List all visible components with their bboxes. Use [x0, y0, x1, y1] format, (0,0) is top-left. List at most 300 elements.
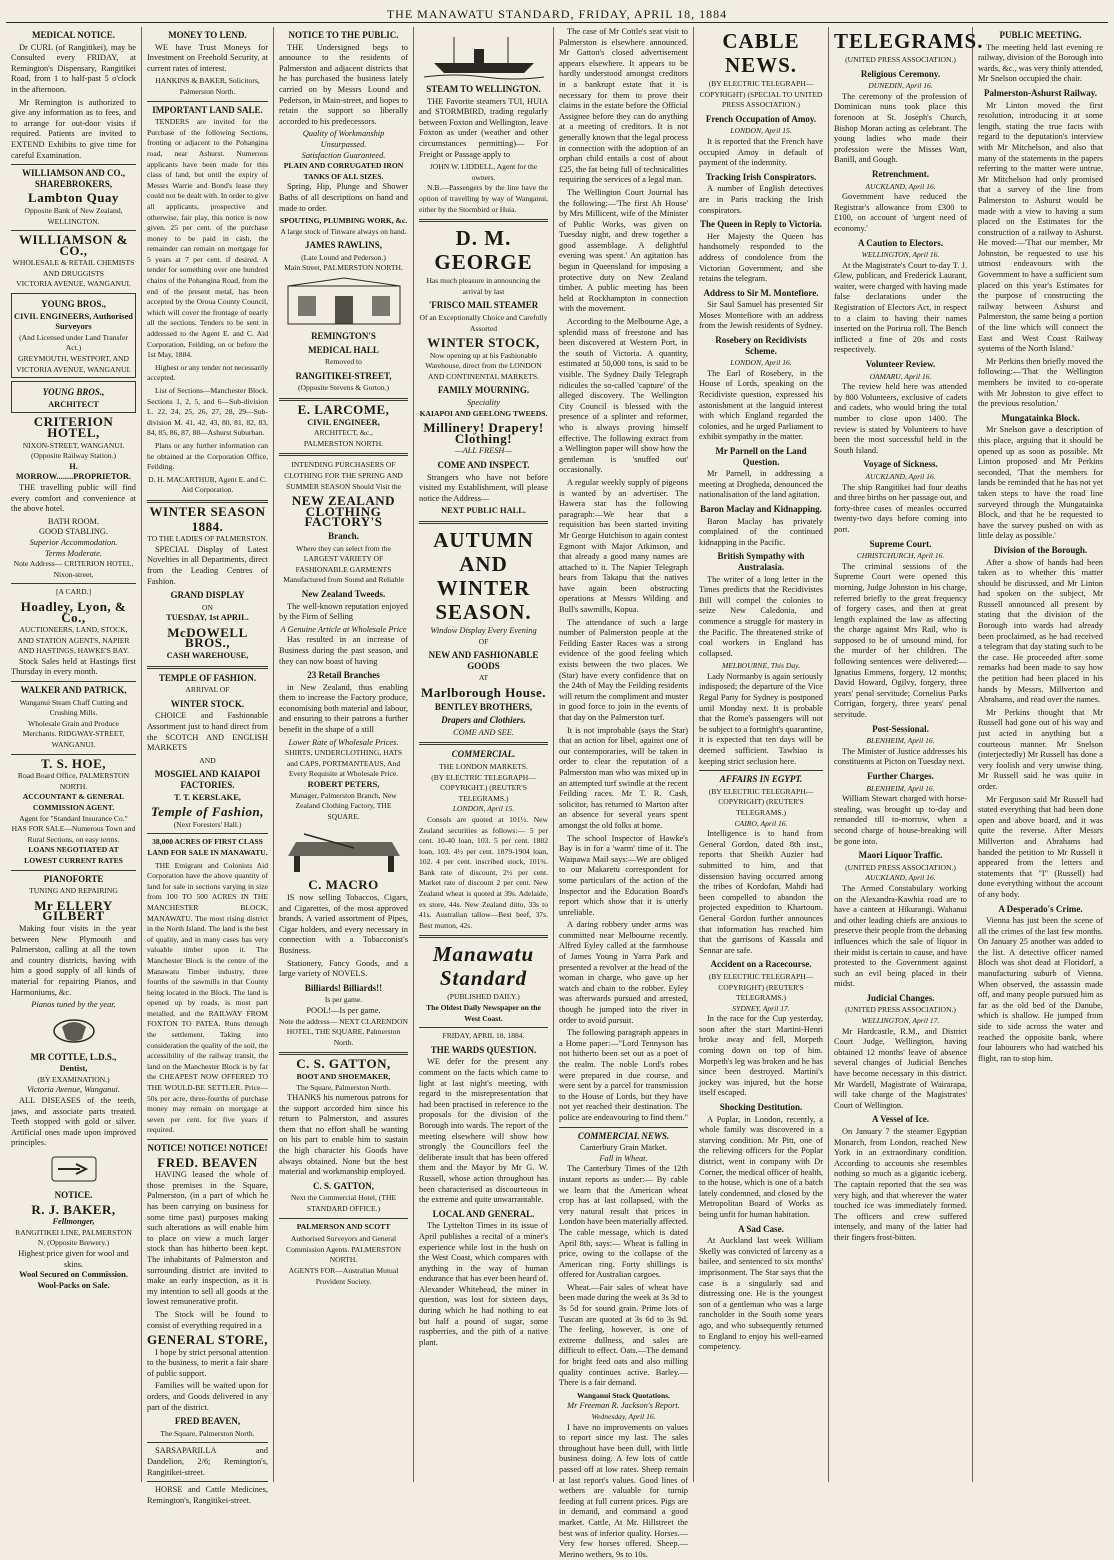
- temple-of-fashion: Temple of Fashion,: [151, 804, 264, 820]
- retrenchment-text: Government have reduced the Registrar's allowance from £300 to £100, on account of 'urgent need of economy.': [834, 192, 967, 233]
- affairs-sub: (BY ELECTRIC TELEGRAPH—COPYRIGHT) (REUTER'S TELEGRAMS.): [708, 786, 814, 817]
- wards-heading: THE WARDS QUESTION.: [430, 1044, 537, 1055]
- improbable-text: It is not improbable (says the Star) that an action for libel, against one of our contemporaries, will be taken in order to clear the reputation of a Palmerston man who was mixed up in an attempted turf swindle at the recent Feilding races. Mr T. R. Cash, solicitor, has returned to Marton after an absence for several years spent amongst the old folks at home.: [559, 725, 688, 830]
- column-8: [973, 27, 1108, 1482]
- volunteer-text: The review held here was attended by 800 Volunteers, exclusive of cadets and cadets, who would bring the total number to close upon 1400. The review is stated by Volunteers to have been the most successful held in the South Island.: [834, 382, 967, 455]
- public-meeting-text: The meeting held last evening re railway, division of the Borough into wards, &c., was very thinly attended, Mr Snelson occupied the chair.: [978, 42, 1103, 84]
- divider: [419, 521, 548, 524]
- melbourne-date: MELBOURNE, This Day.: [721, 661, 801, 671]
- williamson-heading: WILLIAMSON & CO.,: [19, 232, 128, 258]
- macro-text: IS now selling Tobaccos, Cigars, and Cigarettes, of the most approved brands. A varied assortment of Pipes, Cigar holders, and every necessary in connection with a Tobacconist's Business.: [279, 893, 408, 955]
- canterbury-text: The Canterbury Times of the 12th instant reports as under:— By cable we learn that the American wheat crop has at last collapsed, with the very natural result that prices in London have been materially affected. The cable message, which is dated April 8th, says:— Wheat is falling in price, owing to the collapse of the American ring. Forty shillings is offered for Australian cargoes.: [559, 1164, 688, 1280]
- divider: [147, 1481, 268, 1482]
- column-2: [142, 27, 274, 1505]
- baker-address: RANGITIKEI LINE, PALMERSTON N. (Opposite Brewery.): [15, 1227, 132, 1248]
- london-15: LONDON, April 15.: [730, 126, 792, 136]
- arrival-of: ARRIVAL OF: [185, 685, 230, 695]
- ashurst-text: Mr Linton moved the first resolution, introducing it at some length, stating the true facts with regard to the deputation's interview with Mr Mitchelson, and also that many of the statements in the papers referring to the matter were untrue. Mr Mitchelson had only promised that a survey of the line from Palmerston to Ashurst would be made with a view to having a sum placed on the Estimates for the construction of a railway to Ashurst. He moved:—'That our member, Mr Johnston, be requested to use his utmost endeavours with the Government to have a sufficient sum placed on this year's Estimates for the purpose of constructing the railway between Ashurst and Palmerston, the same being a portion of the line which will connect the East and West Coast Railway systems of the North Island.': [978, 100, 1103, 354]
- divider: [147, 101, 268, 102]
- plans-text: Plans or any further information can be obtained at the Corporation Office, Feilding.: [147, 440, 268, 472]
- voyage-text: The ship Rangitikei had four deaths and three births on her passage out, and forty-three cases of measles occurred twenty-two days before coming into port.: [834, 482, 967, 534]
- good-stabling: GOOD STABLING.: [38, 527, 109, 537]
- dunedin-date: DUNEDIN, April 16.: [868, 81, 933, 91]
- young-bros-heading: YOUNG BROS.,: [41, 299, 106, 310]
- queen-heading: The Queen in Reply to Victoria.: [700, 219, 822, 230]
- upa-label: (UNITED PRESS ASSOCIATION.): [845, 55, 956, 64]
- families-text: Families will be waited upon for orders, and Goods delivered in any part of the district.: [147, 1381, 268, 1412]
- hoe-heading: T. S. HOE,: [40, 755, 107, 771]
- nz-tweeds: New Zealand Tweeds.: [301, 588, 386, 599]
- spring-text: Spring, Hip, Plunge and Shower Baths of all descriptions on hand and made to order.: [279, 182, 408, 213]
- of-label: OF: [478, 636, 489, 646]
- resulted-text: Has resulted in an increase of Business during the past season, and they can now boast of having: [279, 635, 408, 666]
- quality-text: Quality of Workmanship Unsurpassed.: [302, 129, 385, 149]
- surveyors-text: Authorised Surveyors and General Commission Agents. PALMERSTON NORTH.: [286, 1234, 401, 1265]
- to-the-ladies: TO THE LADIES OF PALMERSTON.: [147, 534, 268, 544]
- london-16: LONDON, April 16.: [730, 358, 792, 368]
- mcdowell-heading: McDOWELL BROS.,: [167, 624, 248, 651]
- and-label: AND: [199, 755, 216, 765]
- maori-text: The Armed Constabulary working on the Alexandra-Kawhia road are to have a canteen at Hikurangi. Wahanui and other leading chiefs are anxious to preserve their people from the debasing influences which the sale of liquor in their midst is certain to cause, and have protested to the Government against such an evil being placed in their midst.: [834, 883, 967, 989]
- architect-label: ARCHITECT: [48, 399, 99, 409]
- jackson-report: Mr Freeman R. Jackson's Report.: [567, 1401, 680, 1411]
- british-text: The writer of a long letter in the Times predicts that the Recidivistes Bill will compel the colonies to seize New Caledonia, and commence a struggle for mastery in the Pacific. The threatened strike of coal workers in England has collapsed.: [699, 574, 823, 658]
- tuesday-date: TUESDAY, 1st APRIL.: [166, 613, 249, 623]
- supreme-text: The criminal sessions of the Supreme Court were opened this morning, Judge Johnston in his charge, referred briefly to the great frequency of forgery cases, and then at great length explained the law as affecting the charge against Mrs Rail, who is supposed to be of unsound mind, for the murder of her children. The following sentences were delivered:—Ignatius Emmens, forgery, 12 months; David Howard, Ogilvy, forgery, three years' penal servitude; Cornelius Parks Corrigan, forgery, three years' penal servitude.: [834, 561, 967, 720]
- supreme-court-heading: Supreme Court.: [869, 538, 932, 549]
- wholesale-text: WHOLESALE & RETAIL CHEMISTS AND DRUGGISTS: [12, 258, 135, 278]
- civil-engineer: CIVIL ENGINEER,: [307, 417, 380, 427]
- montefiore-heading: Address to Sir M. Montefiore.: [703, 287, 819, 298]
- stock-found-text: The Stock will be found to consist of everything required in a: [147, 1309, 268, 1330]
- auckland-16-date: AUCKLAND, April 16.: [865, 471, 936, 481]
- per-game: Is per game.: [324, 995, 363, 1005]
- note-address-clarendon: Note the address— NEXT CLARENDON HOTEL, THE SQUARE, Palmerston North.: [279, 1016, 408, 1047]
- where-text: Where they can select from the LARGEST VARIETY OF FASHIONABLE GARMENTS Manufactured from Sound and Reliable: [283, 543, 404, 585]
- fellmonger-label: Fellmonger,: [52, 1217, 95, 1227]
- accident-sub: (BY ELECTRIC TELEGRAPH—COPYRIGHT) (REUTER'S TELEGRAMS.): [708, 971, 814, 1003]
- speciality: Speciality: [466, 398, 501, 408]
- masthead: THE MANAWATU STANDARD, FRIDAY, APRIL 18, 1884: [6, 6, 1108, 23]
- bath-room: BATH ROOM.: [47, 516, 100, 526]
- oamaru-date: OAMARU, April 16.: [869, 371, 932, 381]
- plain-tanks: PLAIN AND CORRUGATED IRON TANKS OF ALL SIZES.: [283, 161, 404, 181]
- wellington-text: The Wellington Court Journal has the following:—'The first Ah House' by Mrs Millicent, wife of the Minister of Public Works, was given on Tuesday night, and drew together a good assemblage. A delightful evening was spent.' An agitation has begun in Queensland for imposing a protective duty on New Zealand timber. A public meeting has been held at Rockhampton in connection with the movement.: [559, 187, 688, 314]
- division-text: After a show of hands had been taken as to whether this matter should be discussed, and Mr Linton had spoken on the subject, Mr Russell announced all present by stating that the division of the Borough into wards had already been proclaimed, as he had received a telegram that day stating such to be the case. He proceeded after some remarks had been made to say how the petition had been placed in his hands by Messrs. Millverton and Abrahams, and read over the names.: [978, 557, 1103, 705]
- caution-text: At the Magistrate's Court to-day T. J. Glew, publican, and Frederick Laurant, waiter, were charged with having made false declarations under the Registration of Electors Act, in respect to a claim to having their names inserted on the Porirua roll. The Bench inflicted a fine of 20s and costs respectively.: [834, 260, 967, 355]
- school-text: The school Inspector of Hawke's Bay is in for a 'warm' time of it. The Waipawa Mail says:—We are obliged to our Makaretu correspondent for some particulars of the action of the Inspector and the Education Board's report which show that it is utterly unreliable.: [559, 833, 688, 917]
- branch-label: Branch.: [328, 530, 359, 541]
- choice-text: CHOICE and Fashionable Assortment just to hand direct from the SCOTCH AND ENGLISH MARKETS: [147, 711, 268, 753]
- canterbury-heading: Canterbury Grain Market.: [579, 1143, 668, 1153]
- come-see: COME AND SEE.: [452, 727, 515, 737]
- blenheim-2-date: BLENHEIM, April 16.: [866, 783, 935, 793]
- tracking-heading: Tracking Irish Conspirators.: [705, 171, 817, 182]
- sad-case-heading: A Sad Case.: [738, 1223, 784, 1234]
- melbourne-news-text: Lady Normanby is again seriously indisposed; the departure of the Vice Regal Party for Sydney is postponed until Monday next. It is probable that the Rome's passengers will not be subject to a fortnight's quarantine, it is expected that ten days will be deemed sufficient. Tawhiao is keeping strict seclusion here.: [699, 671, 823, 766]
- remington-notice-text: Mr Remington is authorized to give any information as to fees, and to arrange for out-door visits if required. Patients are invited to EXTEND Exhibits to give time for careful Examination.: [11, 97, 136, 160]
- cottle-address: Victoria Avenue, Wanganui.: [27, 1085, 120, 1095]
- markets-text: Consols are quoted at 101½. New Zealand securities as follows:— 5 per cent. 10-40 loan, 103. 5 per cent. 1882 loan, 103. 4½ per cent. 1879-1904 loan, 102. 4 per cent. inscribed stock, 101¾. Bank rate of discount, 2½ per cent. Market rate of discount 2 per cent. New Zealand wheat is quoted at 39s. Adelaide, ex store, 44s. New Zealand ditto, 33s to 41s. Australian tallow—Best beef, 37s. Best mutton, 42s.: [419, 814, 548, 930]
- local-text: The Lyttelton Times in its issue of April publishes a recital of a miner's experience while lost in the bush on the West Coast, which compares with anything in the way of human endurance that has ever been heard of. Alexander Whitehead, the miner in question, was lost for sixteen days, during which he had nothing to eat but half a pound of sugar, some raspberries, and the pith of a native plant.: [419, 1221, 548, 1347]
- hawera-text: A regular weekly supply of pigeons is wanted by an advertiser. The Hawera star has the following paragraph:—We hear that a requisition has been started inviting Mr George Hutchison to again contest Egmont with Major Atkinson, and that already a good many names are attached to it. The Napier Telegraph hears from Takapu that the natives have again been obstructing operations at Messrs Wilding and Bull's sawmills, Kopua.: [559, 477, 688, 615]
- cable-by-telegraph: (BY ELECTRIC TELEGRAPH—COPYRIGHT) (SPECIAL TO UNITED PRESS ASSOCIATION.): [699, 79, 823, 110]
- money-to-lend-heading: MONEY TO LEND.: [168, 30, 247, 40]
- hope-text: I hope by strict personal attention to the business, to merit a fair share of public support.: [147, 1347, 268, 1378]
- important-land-sale-heading: IMPORTANT LAND SALE.: [152, 104, 263, 115]
- macarthur-signature: D. H. MACARTHUR, Agent E. and C. Aid Corporation.: [148, 474, 267, 495]
- cottle-heading: MR COTTLE, L.D.S.,: [30, 1051, 117, 1062]
- winter-stock-heading: WINTER STOCK,: [427, 335, 540, 351]
- public-meeting-heading: PUBLIC MEETING.: [999, 30, 1082, 40]
- post-sessional-heading: Post-Sessional.: [872, 723, 929, 734]
- kaiapoi-tweeds: KAIAPOI AND GEELONG TWEEDS.: [419, 408, 548, 418]
- gatton-heading: C. S. GATTON,: [296, 1056, 391, 1072]
- hoadley-heading: Hoadley, Lyon, & Co.,: [20, 598, 127, 625]
- blenheim-date: BLENHEIM, April 16.: [866, 736, 935, 746]
- shirts-text: SHIRTS, UNDERCLOTHING, HATS and CAPS, PORTMANTEAUS, And Every Requisite at Wholesale Price.: [284, 748, 403, 779]
- winter-stock: WINTER STOCK.: [170, 698, 245, 709]
- pointing-hand-icon: [46, 1151, 102, 1187]
- grand-display: GRAND DISPLAY: [170, 590, 245, 601]
- tinware-text: A large stock of Tinware always on hand.: [280, 226, 407, 236]
- highest-tender-text: Highest or any tender not necessarily accepted.: [147, 362, 268, 383]
- millinery-drapery: Millinery! Drapery! Clothing!: [423, 420, 544, 446]
- affairs-text: Intelligence is to hand from General Gordon, dated 8th inst., reports that Sheikh Auzier had submitted to him, and that dissension having occurred among the tribes of Kordofan, Mahdi had been compelled to abandon the projected expedition to Khartoum. General Gordon further announces that information has reached him that the garrisons of Kassala and Sennar are safe.: [699, 829, 823, 955]
- wheat-text: Wheat.—Fair sales of wheat have been made during the week at 3s 3d to 3s 5d for sound grain. Prime lots of Tuscan are quoted at 3s 6d to 3s 9d. The feeling, however, is one of extreme dullness, and sales are difficult to effect. Oats.—The demand for bright feed oats and also milling quality continues active. Barley.—There is a fair demand.: [559, 1282, 688, 1388]
- by-telegraph: (BY ELECTRIC TELEGRAPH—COPYRIGHT.) (REUTER'S TELEGRAMS.): [431, 772, 536, 803]
- shocking-heading: Shocking Destitution.: [719, 1102, 803, 1113]
- divider: [279, 398, 408, 401]
- season-year: 1884.: [191, 518, 224, 534]
- british-heading: British Sympathy with Australasia.: [717, 551, 805, 572]
- further-charges-heading: Further Charges.: [867, 771, 934, 781]
- young-bros-heading-2: YOUNG BROS.,: [42, 387, 105, 398]
- french-text: It is reported that the French have occupied Amoy in default of payment of the indemnity.: [699, 136, 823, 168]
- steam-heading: STEAM TO WELLINGTON.: [426, 84, 541, 94]
- spouting-text: SPOUTING, PLUMBING WORK, &c.: [279, 216, 408, 226]
- autumn-winter-heading: AUTUMN AND WINTER SEASON.: [433, 528, 534, 624]
- hankins-baker: HANKINS & BAKER, Solicitors, Palmerston North.: [155, 76, 260, 96]
- gatton-next: Next the Commercial Hotel, (THE STANDARD OFFICE.): [290, 1193, 397, 1214]
- beaven-signature: FRED BEAVEN,: [174, 1416, 241, 1427]
- acres-text: THE Emigrant and Colonists Aid Corporation have the above quantity of land for sale in sections varying in size from 100 TO 500 ACRES IN THE MANCHESTER BLOCK, MANAWATU. The most rising district in the North Island. The land is the best of quality, and in many cases has very valuable timber upon it. The Manchester Block is the centre of the Manawatu Timber industry, three fourths of the sawmills in that County being located in the Block. The land is opened up by roads, is most part metalled, and the RAILWAY FROM FOXTON TO PATEA. Runs through the settlement. Taking into consideration the quality of the soil, the accessibility of the railway transit, the land on the Manchester Block is by far the CHEAPEST NOW OFFERED TO THE WOULD-BE SETTLER. Price—50s per acre, three-fourths of purchase money may remain on mortgage at seven per cent. for five years if required.: [147, 860, 268, 1135]
- tracking-text: A number of English detectives are in Paris tracking the Irish conspirators.: [699, 184, 823, 215]
- divider: [11, 164, 136, 165]
- at-label: AT: [478, 673, 489, 683]
- london-date: LONDON, April 15.: [452, 804, 515, 814]
- family-mourning: FAMILY MOURNING.: [437, 385, 530, 396]
- divider: [11, 230, 136, 231]
- nb-text: N.B.—Passengers by the line have the option of travelling by way of Wanganui, either by the Stormbird or Huia.: [419, 183, 548, 214]
- williamson-card-heading: WILLIAMSON AND CO., SHAREBROKERS,: [21, 168, 125, 189]
- walker-text: Wanganui Steam Chaff Cutting and Crushing Mills.: [19, 697, 128, 718]
- opposite-stevens: (Opposite Stevens & Gorton.): [297, 383, 390, 393]
- exceptionally-text: Of an Exceptionally Choice and Carefully Assorted: [419, 312, 548, 333]
- top-news-text: The case of Mr Cottle's seat visit to Palmerston is elsewhere announced. Mr Gatton's closed advertisement appears elsewhere. It appears to be hardly understood amongst creditors in a bankrupt estate that it is necessary for them to prove their claims in the estate before the Official Assignee before they can do anything at a meeting of creditors. It is not generally known that the legal process in connection with the adoption of an orphan child entails a cost of about £25, the fat being full of technicalities requiring the services of a legal man.: [559, 27, 688, 185]
- paragraph-text: The following paragraph appears in a Home paper:—"Lord Tennyson has not hitherto been set out as a poet of the realm. The noble Lord's robes were prepared in due course, and were sent by a parcel for transmission to the House of Lords, but they have not yet reached their destination. The police are endeavouring to find them.": [559, 1028, 688, 1122]
- general-store: GENERAL STORE,: [147, 1332, 268, 1348]
- maori-sub: (UNITED PRESS ASSOCIATION.): [845, 862, 956, 872]
- sarsaparilla-text: SARSAPARILLA and Dandelion, 2/6; Remington's, Rangitikei-street.: [147, 1446, 268, 1477]
- desperado-text: Vienna has just been the scene of all the crimes of the last few months. On January 25 another was added to the list. A detective officer named Bloch was shot dead at Floridorf, a manufacturing suburb of Vienna. When observed, the assassin made off, and many people pursued him as far as the old bed of the Danube, which is shallow. He jumped from side to side across the water and reached the opposite bank, where four labourers who had watched his flight, ran to stop him.: [978, 916, 1103, 1063]
- young-bros-box: [11, 293, 136, 378]
- larcome-heading: E. LARCOME,: [297, 402, 390, 418]
- desperado-heading: A Desperado's Crime.: [998, 903, 1083, 914]
- horse-text: HORSE and Cattle Medicines, Remington's, Rangitikei-street.: [147, 1485, 268, 1505]
- divider: [419, 935, 548, 938]
- auctioneers-text: AUCTIONEERS, LAND, STOCK, AND STATION AGENTS, NAPIER AND HASTINGS, HAWKE'S BAY.: [17, 625, 130, 656]
- walker-text-2: Wholesale Grain and Produce Merchants. RIDGWAY-STREET, WANGANUI.: [22, 718, 125, 750]
- telegrams-heading: TELEGRAMS.: [834, 29, 984, 53]
- sydney-date: SYDNEY, April 17.: [732, 1003, 790, 1013]
- columns: [6, 27, 1108, 1559]
- frisco-mail: 'FRISCO MAIL STEAMER: [428, 300, 539, 311]
- criterion-text: THE travelling public will find every comfort and convenience at the above hotel.: [11, 482, 136, 514]
- marlborough-house: Marlborough House.: [420, 684, 547, 700]
- hoadley-card: [A CARD.]: [55, 587, 92, 597]
- accident-heading: Accident on a Racecourse.: [710, 959, 812, 970]
- divider: [699, 770, 823, 771]
- melbourne-text: According to the Melbourne Age, a splendid mass of freestone and has been discovered at Western Port, in the south of Victoria. A quantity, estimated at 50,000 tons, is said to be visible. The Sydney Daily Telegraph ridicules the so-called 'capture' of the alleged discovery. The Wellington City Council is blessed with the presence of a splinter and reformer, who is always proving himself effective. The following extract from a Wellington paper will show how the gentleman is 'snuffed out' occasionally.: [559, 317, 688, 475]
- wool-stored: Wool Secured on Commission.: [19, 1270, 128, 1280]
- vessel-text: On January 7 the steamer Egyptian Monarch, from London, reached New York in an extraordinary condition. According to accounts she resembles nothing so much as a gigantic iceberg. The captain reported that the sea was very high, and that wherever the water touched ice was immediately formed. The officers and crew suffered intensely, and many of the latter had their fingers frost-bitten.: [834, 1127, 967, 1242]
- bentley-brothers: BENTLEY BROTHERS,: [434, 701, 533, 712]
- satisfaction-text: Satisfaction Guaranteed.: [301, 150, 386, 160]
- cairo-date: CAIRO, April 16.: [734, 818, 788, 828]
- rawlins-heading: JAMES RAWLINS,: [304, 240, 382, 251]
- land-transfer: (And Licensed under Land Transfer Act.): [19, 332, 128, 353]
- shocking-text: A Poplar, in London, recently, a whole family was discovered in a starving condition. Mr Pitt, one of the relieving officers for the Poplar district, went in company with Dr Corner, the medical officer of health, to the house, which is one of a batch lately condemned, and closed by the Metropolitan Board of Works as being unfit for human habitation.: [699, 1114, 823, 1219]
- parnell-heading: Mr Parnell on the Land Question.: [715, 446, 807, 467]
- remington-heading: REMINGTON'S: [311, 331, 376, 342]
- lower-rate: Lower Rate of Wholesale Prices.: [288, 737, 399, 747]
- french-heading: French Occupation of Amoy.: [705, 113, 817, 124]
- architect: ARCHITECT, &c.,: [314, 428, 373, 438]
- wards-text: WE defer for the present any comment on the facts which came to light at last night's meeting, with regard to the misrepresentation that had been practised in reference to the proposals for the division of the Borough into wards. The report of the meeting elsewhere will show how strongly the Councillors feel the deliberate insult that has been offered them and the Mayor by Mr G. W. Russell, whose action throughout has been characterised as discourteous in the extreme and quite unwarrantable.: [419, 1057, 548, 1205]
- affairs-egypt-heading: AFFAIRS IN EGYPT.: [719, 774, 803, 785]
- walker-patrick-heading: WALKER AND PATRICK,: [20, 685, 127, 696]
- divider: [419, 1027, 548, 1028]
- intending-text: INTENDING PURCHASERS OF CLOTHING FOR THE SPRING AND SUMMER SEASON Should Visit the: [284, 460, 403, 491]
- winter-season-heading: WINTER SEASON: [149, 503, 266, 519]
- jackson-date: Wednesday, April 16.: [591, 1412, 656, 1421]
- ellery-heading: Mr ELLERY GILBERT: [34, 897, 113, 924]
- accident-text: In the race for the Cup yesterday, soon after the start Martini-Henri broke away and fell, Morpeth coming down on top of him. Morpeth's leg was broken and he has since been destroyed. Martini's jockey was injured, but the horse itself escaped.: [699, 1014, 823, 1098]
- divider: [559, 1127, 688, 1128]
- divider: [279, 1052, 408, 1055]
- agent-standard: Agent for "Standard Insurance Co.": [19, 813, 128, 823]
- terms-moderate: Terms Moderate.: [45, 548, 102, 558]
- morrow-proprietor: H. MORROW........PROPRIETOR.: [15, 461, 132, 482]
- voyage-heading: Voyage of Sickness.: [863, 459, 938, 470]
- divider: [147, 1139, 268, 1140]
- peters-text: Manager, Palmerston Branch, New Zealand Clothing Factory, THE SQUARE.: [290, 790, 397, 821]
- loans-text: LOANS NEGOTIATED AT LOWEST CURRENT RATES: [24, 845, 123, 865]
- cable-news-heading: CABLE NEWS.: [722, 29, 800, 77]
- cottle-text: ALL DISEASES of the teeth, jaws, and associate parts treated. Teeth stopped with gold or silver. Artificial ones made upon improved principles.: [11, 1096, 136, 1148]
- criterion-hotel-heading: CRITERION HOTEL,: [33, 414, 114, 440]
- stationery-text: Stationery, Fancy Goods, and a large variety of NOVELS.: [279, 958, 408, 979]
- numerous-town-text: HAS FOR SALE—Numerous Town and Rural Sections, on easy terms.: [11, 824, 136, 844]
- dentist-label: Dentist,: [59, 1064, 88, 1074]
- divider: [147, 1442, 268, 1443]
- christchurch-date: CHRISTCHURCH, April 16.: [856, 551, 945, 561]
- wool-packs: Wool-Packs on Sale.: [37, 1280, 110, 1290]
- column-4: [414, 27, 554, 1482]
- local-general-heading: LOCAL AND GENERAL.: [432, 1208, 535, 1219]
- peters-heading: ROBERT PETERS,: [307, 780, 380, 790]
- manawatu-standard-title: Manawatu Standard: [432, 942, 535, 991]
- divider: [147, 666, 268, 669]
- billiard-table-illustration-icon: [284, 824, 404, 876]
- column-5: [554, 27, 694, 1559]
- cash-warehouse: CASH WAREHOUSE,: [166, 651, 249, 661]
- new-fashionable-goods: NEW AND FASHIONABLE GOODS: [428, 650, 539, 671]
- billiards-heading: Billiards! Billiards!!: [304, 982, 383, 993]
- attendance-text: The attendance of such a large number of Palmerston people at the Feilding Easter Races was a strong evidence of the good feeling which exists between the two places. We (Star) have every confidence that on the 24th of May the Feilding residents will return the compliment and muster in good force to join in the events of that day on the Palmerston turf.: [559, 617, 688, 722]
- hoe-text: Road Board Office, PALMERSTON NORTH.: [17, 771, 130, 791]
- rosebery-text: The Earl of Rosebery, in the House of Lords, speaking on the Recidiviste question, expressed his astonishment at the languid interest with which England regarded the colonies, and he urged Parliament to exhibit sympathy in the matter.: [699, 368, 823, 442]
- ferguson-text: Mr Ferguson said Mr Russell had stated everything that had been done open and above board, and it was quite the reverse. After Messrs Millverton and Abrahams had handed the petition to Mr Russell it appeared from the letters and statements that "I" (Russell) had done everything without the account of any body.: [978, 794, 1103, 899]
- ashurst-heading: Palmerston-Ashurst Railway.: [984, 87, 1097, 98]
- perkins-text: Mr Perkins then briefly moved the following:—'That the Wellington members be invited to co-operate with Mr Johnston to give effect to the previous resolution.': [978, 356, 1103, 409]
- darling-text: A daring robbery under arms was committed near Melbourne recently. Alfred Eyley called at the farmhouse of James Young in Yarra Park and presented a revolver at the head of the woman in charge, who gave up her watch and chain to the robber. Eyley was afterwards pursued and arrested, though he jumped into the river in order to avoid pursuit.: [559, 920, 688, 1025]
- beaven-text: HAVING leased the whole of those premises in the Square, Palmerston, (in a part of which he has been carrying on business for some time past) purposes making such alterations as will enable him to place on view a much larger stock than has hitherto been kept. The inhabitants of Palmerston and surrounding district are invited to make an early inspection, as it is my intention to sell all goods at the lowest remunerative profit.: [147, 1170, 268, 1307]
- divider: [419, 742, 548, 745]
- issue-date: FRIDAY, APRIL 18, 1884.: [442, 1031, 525, 1041]
- kerslake: T. T. KERSLAKE,: [174, 792, 241, 802]
- reputation-text: The well-known reputation enjoyed by the Firm of Selling: [279, 601, 408, 622]
- accountant-text: ACCOUNTANT & GENERAL COMMISSION AGENT.: [22, 792, 125, 812]
- baker-text: Highest price given for wool and skins.: [18, 1249, 129, 1269]
- divider: [11, 754, 136, 755]
- all-fresh: —ALL FRESH—: [455, 446, 512, 456]
- notice-notice-heading: NOTICE! NOTICE! NOTICE!: [147, 1143, 268, 1153]
- divider: [11, 681, 136, 682]
- tooth-illustration-icon: [46, 1013, 102, 1049]
- beaven-address: The Square, Palmerston North.: [160, 1428, 255, 1438]
- rangitikei-street: RANGITIKEI-STREET,: [295, 370, 392, 381]
- on-label: ON: [202, 602, 213, 612]
- judicial-text: Mr Hardcastle, R.M., and District Court Judge, Wellington, having obtained 12 months' leave of absence several changes of Judicial Benches have become necessary in this district. Mr Wardell, Magistrate of Wairarapa, will take charge of the Magistrates' Court of Wellington.: [834, 1026, 967, 1110]
- further-text: William Stewart charged with horse-stealing, was brought up to-day and remanded till to-morrow, when a second charge of house-breaking will be gone into.: [834, 794, 967, 846]
- victoria-avenue: VICTORIA AVENUE, WANGANUI.: [16, 279, 131, 289]
- notice-public-heading: NOTICE TO THE PUBLIC.: [288, 30, 399, 40]
- maori-liquor-heading: Maori Liquor Traffic.: [858, 850, 943, 861]
- boot-shoemaker: BOOT AND SHOEMAKER,: [296, 1071, 391, 1081]
- judicial-sub: (UNITED PRESS ASSOCIATION.): [845, 1005, 956, 1015]
- beaven-heading: FRED. BEAVEN: [157, 1154, 258, 1170]
- wellington-17-date: WELLINGTON, April 17.: [861, 1016, 940, 1026]
- temple-heading: TEMPLE OF FASHION.: [158, 672, 257, 683]
- divider: [147, 833, 268, 834]
- macro-heading: C. MACRO: [308, 877, 379, 893]
- parnell-text: Mr Parnell, in addressing a meeting at Drogheda, denounced the nationalisation of the land agitation.: [699, 469, 823, 500]
- liddell-agent: JOHN W. LIDDELL, Agent for the owners.: [429, 162, 538, 182]
- rawlins-sub: (Late Lound and Pederson.): [301, 252, 386, 262]
- tuning-text: TUNING AND REPAIRING: [29, 886, 118, 896]
- tenders-text: TENDERS are invited for the Purchase of the following Sections, fronting or adjacent to the Pohangina road, near Ashurst. Numerous applicants have been made for this class of land, but until the expiry of Messrs Warrie and Bond's lease they could not be dealt with. In order to give all applicants, prospective and otherwise, fair play, this notice is now given. 25 per cent. of the purchase money to be paid in cash, the remainder can remain on mortgage for 5 years at 7 per cent. if desired. A tender for something over one hundred chains of the Pohangina Road, from the end of the present metal, has been accepted by the Oroua County Council, which will cover the frontage of nearly all the sections. Tenders to be sent in addressed to the Agent E. and C. Aid Corporation, Feilding, on or before the 1st May, 1884.: [147, 117, 268, 360]
- published-daily: (PUBLISHED DAILY.): [447, 992, 520, 1002]
- ellery-text: Making four visits in the year between New Plymouth and Palmerston, calling at all the town and country districts, having with him a good supply of all kinds of material for repairing Pianos, and Harmoniums, &c.: [11, 923, 136, 997]
- divider: [11, 583, 136, 584]
- now-opening: Now opening up at his Fashionable Warehouse, direct from the LONDON AND CONTINENTAL MARKETS.: [425, 350, 542, 381]
- commercial-heading: COMMERCIAL.: [451, 749, 516, 760]
- mungatainka-heading: Mungatainka Block.: [1001, 412, 1080, 423]
- pianoforte-heading: PIANOFORTE: [43, 873, 104, 884]
- baron-text: Baron Maclay has privately complained of the continued kidnapping in the Pacific.: [699, 516, 823, 547]
- young-address: GREYMOUTH, WESTPORT, AND VICTORIA AVENUE, WANGANUI.: [16, 354, 131, 374]
- palmerston-north: PALMERSTON NORTH.: [303, 438, 384, 448]
- divider: [279, 453, 408, 456]
- lambton-quay: Lambton Quay: [28, 190, 119, 206]
- rosebery-heading: Rosebery on Recidivists Scheme.: [715, 335, 807, 356]
- palmerson-scott-heading: PALMERSON AND SCOTT: [296, 1221, 391, 1231]
- auckland-17-date: AUCKLAND, April 16.: [865, 873, 936, 883]
- agents-for: AGENTS FOR—Australian Mutual Provident Society.: [288, 1266, 399, 1286]
- retail-text: in New Zealand, thus enabling them to increase the Factory produce, economising both material and labour, and ensuring to their patrons a further benefit in the shape of a still: [279, 682, 408, 735]
- note-address: Note Address— CRITERION HOTEL, Nixon-street,: [13, 559, 134, 579]
- gatton-signature: C. S. GATTON,: [313, 1180, 374, 1191]
- pool-text: POOL!—Is per game.: [306, 1005, 381, 1015]
- religious-text: The ceremony of the profession of Dominican nuns took place this forenoon at St. Joseph's Church, Bishop Moran acting as celebrant. The young ladies who made their profession were the Misses Watt, Banill, and Gough.: [834, 91, 967, 165]
- medical-notice-heading: MEDICAL NOTICE.: [31, 30, 115, 40]
- judicial-heading: Judicial Changes.: [866, 992, 935, 1003]
- divider: [279, 1218, 408, 1219]
- jackson-text: I have no improvements on values to report since my last. The sales throughout have been dull, with little business doing. A few lots of cattle passed off at low rates. Sheep remain at last report's values. Good lines of wethers are valuable for turnip feeding at full current prices. Pigs are in demand, and command a good market. Cattle, At Mr. Hillstreet the best was of inferior quality. Horses.—Very few horses offered. Sheep.—Merino wethers, 9s to 10s.: [559, 1422, 688, 1559]
- special-display-text: SPECIAL Display of Latest Novelties in all Departments, direct from the Leading Centres of Fashion.: [147, 544, 268, 586]
- pianos-tuned: Pianos tuned by the year.: [31, 1000, 116, 1010]
- opposite-bank: Opposite Bank of New Zealand, WELLINGTON.: [24, 205, 123, 226]
- civil-engineers: CIVIL ENGINEERS, Authorised Surveyors: [14, 311, 133, 332]
- volunteer-heading: Volunteer Review.: [865, 359, 936, 370]
- mungatainka-text: Mr Snelson gave a description of this place, arguing that it should be opened up as soon as possible. Mr Linton proposed and Mr Perkins seconded, 'That the members for lands be reminded that he has not yet taken steps to have the road line surveyed through the Mungatainka Block, and that he be requested to have the survey pushed on with as little delay as possible.': [978, 425, 1103, 541]
- acres-heading: 38,000 ACRES OF FIRST CLASS LAND FOR SALE IN MANAWATU.: [147, 837, 268, 857]
- shop-front-illustration-icon: [284, 276, 404, 328]
- george-heading: D. M. GEORGE: [434, 226, 533, 275]
- perkins-text-2: Mr Perkins thought that Mr Russell had gone out of his way and just acted in anything but a courteous manner. Mr Snelson (interjectedly) Mr Russell has done a very foolish and very unwise thing. Mr Russell said he was quite in order.: [978, 707, 1103, 791]
- vessel-heading: A Vessel of Ice.: [872, 1114, 929, 1125]
- religious-heading: Religious Ceremony.: [860, 68, 941, 79]
- baker-heading: R. J. BAKER,: [31, 1201, 116, 1217]
- notice-heading: NOTICE.: [54, 1190, 93, 1201]
- steamship-illustration-icon: [424, 29, 544, 81]
- retrenchment-heading: Retrenchment.: [871, 168, 930, 179]
- baron-heading: Baron Maclay and Kidnapping.: [700, 503, 822, 514]
- drapers-clothiers: Drapers and Clothiers.: [441, 715, 526, 726]
- divider: [147, 500, 268, 503]
- medical-hall: MEDICAL HALL: [308, 344, 379, 355]
- auckland-date: AUCKLAND, April 16.: [865, 181, 936, 191]
- wanganui-stock-heading: Wanganui Stock Quotations.: [576, 1390, 671, 1400]
- list-sections-text: List of Sections—Manchester Block. Sections 1, 2, 5, and 6—Sub-division L. 22, 24, 25, 26, 27, 28, 29—Sub-division M. 41, 42, 43, 80, 81, 82, 83, 84, 85, 86, 87, 88—Ashurst Suburban.: [147, 386, 268, 438]
- stock-sales-text: Stock Sales held at Hastings first Thursday in every month.: [11, 656, 136, 677]
- montefiore-text: Sir Saul Samuel has presented Sir Moses Montefiore with an address from the Jewish residents of Sydney.: [699, 300, 823, 331]
- next-public-hall: NEXT PUBLIC HALL.: [441, 506, 526, 516]
- money-text: WE have Trust Moneys for Investment on Freehold Security, at current rates of interest.: [147, 42, 268, 73]
- caution-heading: A Caution to Electors.: [858, 237, 943, 248]
- young-bros-architect-box: [11, 381, 136, 413]
- wellington-16-date: WELLINGTON, April 16.: [861, 250, 940, 260]
- post-text: The Minister of Justice addresses his constituents at Picton on Tuesday next.: [834, 746, 967, 767]
- gatton-address: The Square, Palmerston North.: [296, 1082, 391, 1092]
- curl-notice-text: Dr CURL (of Rangitikei), may be Consulted every FRIDAY, at Remington's Dispensary, Rangitikei Road, from 1 to half-past 5 o'clock in the afternoon.: [11, 42, 136, 94]
- main-street: Main Street, PALMERSTON NORTH.: [284, 263, 403, 273]
- strangers-text: Strangers who have not before visited my Establishment, will please notice the Address—: [419, 472, 548, 503]
- column-6: [694, 27, 829, 1482]
- commercial-news-heading: COMMERCIAL NEWS.: [577, 1130, 670, 1141]
